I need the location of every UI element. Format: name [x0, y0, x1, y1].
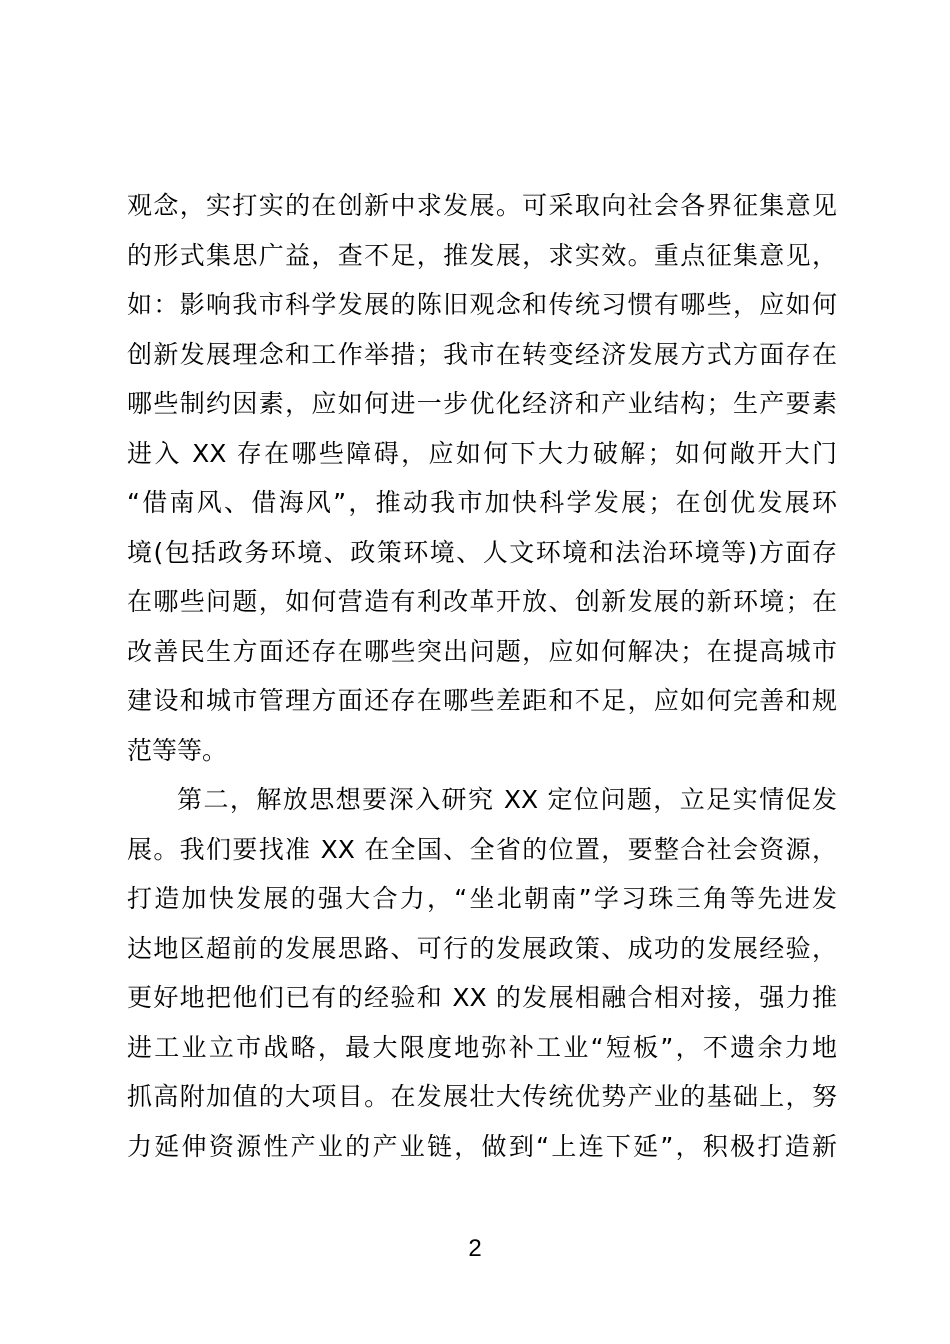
- text-line: 如：影响我市科学发展的陈旧观念和传统习惯有哪些，应如何: [127, 290, 837, 319]
- text-line: “借南风、借海风”，推动我市加快科学发展；在创优发展环: [127, 488, 837, 517]
- text-line: 创新发展理念和工作举措；我市在转变经济发展方式方面存在: [127, 339, 837, 369]
- text-line: 打造加快发展的强大合力，“坐北朝南”学习珠三角等先进发: [127, 884, 837, 913]
- text-line: 境(包括政务环境、政策环境、人文环境和法治环境等)方面存: [127, 537, 837, 567]
- text-line: 在哪些问题，如何营造有利改革开放、创新发展的新环境；在: [127, 587, 837, 616]
- page-number: 2: [468, 1235, 482, 1262]
- paragraph-start-line: 第二，解放思想要深入研究 XX 定位问题，立足实情促发: [177, 785, 837, 814]
- text-line: 抓高附加值的大项目。在发展壮大传统优势产业的基础上，努: [127, 1082, 837, 1111]
- body-text: [127, 181, 837, 1171]
- text-line: 观念，实打实的在创新中求发展。可采取向社会各界征集意见: [127, 191, 837, 220]
- text-line: 达地区超前的发展思路、可行的发展政策、成功的发展经验，: [127, 933, 837, 963]
- text-line: 进工业立市战略，最大限度地弥补工业“短板”，不遗余力地: [127, 1032, 837, 1062]
- text-line: 进入 XX 存在哪些障碍，应如何下大力破解；如何敞开大门: [127, 438, 837, 468]
- text-line: 改善民生方面还存在哪些突出问题，应如何解决；在提高城市: [127, 636, 837, 666]
- text-line: 更好地把他们已有的经验和 XX 的发展相融合相对接，强力推: [127, 983, 837, 1012]
- text-line: 展。我们要找准 XX 在全国、全省的位置，要整合社会资源，: [127, 834, 837, 864]
- text-line: 的形式集思广益，查不足，推发展，求实效。重点征集意见，: [127, 240, 837, 270]
- text-line: 建设和城市管理方面还存在哪些差距和不足，应如何完善和规: [127, 686, 837, 715]
- paragraph-end-line: 范等等。: [127, 735, 228, 765]
- text-line: 力延伸资源性产业的产业链，做到“上连下延”，积极打造新: [127, 1131, 837, 1161]
- text-line: 哪些制约因素，应如何进一步优化经济和产业结构；生产要素: [127, 389, 837, 418]
